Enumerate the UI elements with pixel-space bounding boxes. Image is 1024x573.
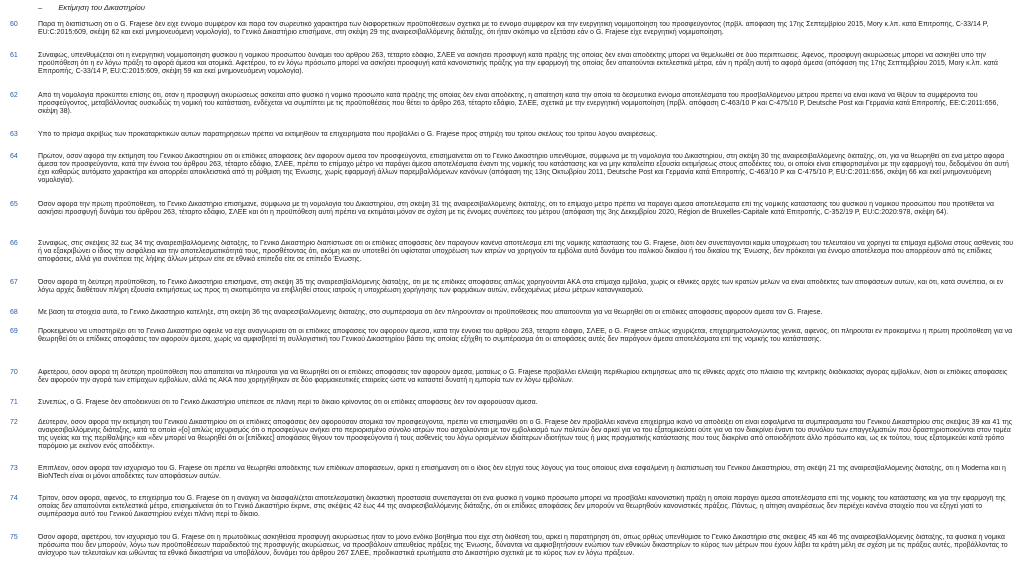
paragraph-text: Παρά τη διαπίστωση ότι ο G. Frajese δεν είχε έννομο συμφέρον και παρά τον σωρευτικό χαρακτήρα των διαφορετικών προϋποθέσεων σχετικά με το έννομο συμφέρον και την ενεργητική νομιμοποίηση του προσφεύγοντος (πρβλ. απόφαση της 17ης Σεπτεμβρίου 2015, Mory κ.λπ. κατά Επιτροπής, C-33/14 P, EU:C:2015:609, σκέψη 62 και εκεί μνημονευόμενη νομολογία), το Γενικό Δικαστήριο επισήμανε, στη σκέψη 29 της αναιρεσιβαλλόμενης διάταξης, ότι ήταν σκόπιμο να εξετάσει εάν ο G. Frajese είχε ενεργητική νομιμοποίηση. xyxy=(38,21,989,36)
section-heading xyxy=(38,3,145,12)
paragraph-text: Πρώτον, όσον αφορά την εκτίμηση του Γενικού Δικαστηρίου ότι οι επίδικες αποφάσεις δεν αφορούν άμεσα τον προσφεύγοντα, επισημαίνεται ότι το Γενικό Δικαστήριο υπενθύμισε, σύμφωνα με τη νομολογία του Δικαστηρίου, στη σκέψη 30 της αναιρεσιβαλλόμενης διάταξης, ότι, για να θεωρηθεί ότι ένα μέτρο αφορά άμεσα τον προσφεύγοντα, κατά την έννοια του άρθρου 263, τέταρτο εδάφιο, ΣΛΕΕ, πρέπει το επίμαχο μέτρο να παράγει άμεσα αποτελέσματα έναντι της νομικής του κατάστασης και να μην καταλείπει εξουσία εκτιμήσεως στους αποδέκτες του, οι οποίοι είναι επιφορτισμένοι με την εφαρμογή του, δεδομένου ότι αυτή έχει καθαρώς αυτόματο χαρακτήρα και απορρέει αποκλειστικά από τη ρύθμιση της Ένωσης, χωρίς εφαρμογή άλλων παρεμβαλλόμενων κανόνων (απόφαση της 13ης Οκτωβρίου 2011, Deutsche Post και Γερμανία κατά Επιτροπής, C-463/10 P και C-475/10 P, EU:C:2011:656, σκέψη 66 και εκεί μνημονευόμενη νομολογία). xyxy=(38,153,1009,184)
paragraph-text: Συνεπώς, ο G. Frajese δεν αποδεικνύει ότι το Γενικό Δικαστήριο υπέπεσε σε πλάνη περί το δίκαιο κρίνοντας ότι οι επίδικες αποφάσεις δεν τον αφορούσαν άμεσα. xyxy=(38,399,538,406)
paragraph-number: 71 xyxy=(10,399,18,406)
paragraph-number: 60 xyxy=(10,21,18,28)
paragraph-number: 68 xyxy=(10,309,18,316)
paragraph-text: Υπό το πρίσμα ακριβώς των προκαταρκτικών αυτών παρατηρήσεων πρέπει να εκτιμηθούν τα επιχειρήματα που προβάλλει ο G. Frajese προς στήριξη του τρίτου σκέλους του τρίτου λόγου αναιρέσεως. xyxy=(38,131,658,138)
paragraph-number: 62 xyxy=(10,92,18,99)
paragraph-text: Συναφώς, υπενθυμίζεται ότι η ενεργητική νομιμοποίηση φυσικού ή νομικού προσώπου δυνάμει του άρθρου 263, τέταρτο εδάφιο, ΣΛΕΕ να ασκήσει προσφυγή κατά πράξης της οποίας δεν είναι αποδέκτης μπορεί να θεμελιωθεί σε δύο περιπτώσεις. Αφενός, προσφυγή ακυρώσεως μπορεί να ασκηθεί υπό την προϋπόθεση ότι η εν λόγω πράξη το αφορά άμεσα και ατομικά. Αφετέρου, το εν λόγω πρόσωπο μπορεί να ασκήσει προσφυγή κατά κανονιστικής πράξης για την εφαρμογή της οποίας δεν απαιτούνται εκτελεστικά μέτρα, εάν η πράξη αυτή το αφορά άμεσα (απόφαση της 17ης Σεπτεμβρίου 2015, Mory κ.λπ. κατά Επιτροπής, C-33/14 P, EU:C:2015:609, σκέψη 59 και εκεί μνημονευόμενη νομολογία). xyxy=(38,52,998,75)
paragraph-text: Τρίτον, όσον αφορά, αφενός, το επιχείρημα του G. Frajese ότι η ανάγκη να διασφαλίζεται αποτελεσματική δικαστική προστασία συνεπάγεται ότι ένα φυσικό ή νομικό πρόσωπο μπορεί να προσβάλει κανονιστική πράξη η οποία παράγει άμεσα αποτελέσματα επί της νομικής του κατάστασης και για την εφαρμογή της οποίας δεν απαιτούνται εκτελεστικά μέτρα, επισημαίνεται ότι το Γενικό Δικαστήριο έκρινε, στις σκέψεις 42 έως 44 της αναιρεσιβαλλόμενης διάταξης, ότι οι επίδικες αποφάσεις δεν μπορούν να θεωρηθούν κανονιστικές πράξεις. Πάντως, η αίτηση αναιρέσεως δεν περιέχει κανένα στοιχείο που να εξηγεί γιατί το συμπέρασμα αυτό του Γενικού Δικαστηρίου ενέχει πλάνη περί το δίκαιο. xyxy=(38,495,1006,518)
paragraph-number: 63 xyxy=(10,131,18,138)
paragraph-text: Με βάση τα στοιχεία αυτά, το Γενικό Δικαστήριο κατέληξε, στη σκέψη 36 της αναιρεσιβαλλόμενης διάταξης, στο συμπέρασμα ότι δεν πληρούνταν οι προϋποθέσεις που απαιτούνται για να θεωρηθεί ότι οι επίδικες αποφάσεις αφορούν άμεσα τον G. Frajese. xyxy=(38,309,823,316)
paragraph-number: 69 xyxy=(10,328,18,335)
paragraph-number: 61 xyxy=(10,52,18,59)
paragraph-text: Αφετέρου, όσον αφορά τη δεύτερη προϋπόθεση που απαιτείται να πληρούται για να θεωρηθεί ότι οι επίδικες αποφάσεις τον αφορούν άμεσα, ματαίως ο G. Frajese προβάλλει έλλειψη περιθωρίου εκτιμήσεως από τις εθνικές αρχές στο πλαίσιο της κεντρικής διαδικασίας αγοράς εμβολίων, διότι οι επίδικες αποφάσεις δεν αφορούν την αγορά των επίμαχων εμβολίων, αλλά τις ΑΚΑ που χορηγήθηκαν σε δύο φαρμακευτικές εταιρείες ώστε να καταστεί δυνατή η εμπορία των εν λόγω εμβολίων. xyxy=(38,369,1008,384)
paragraph-number: 65 xyxy=(10,201,18,208)
paragraph-text: Από τη νομολογία προκύπτει επίσης ότι, όταν η προσφυγή ακυρώσεως ασκείται από φυσικό ή νομικό πρόσωπο κατά πράξης της οποίας δεν είναι αποδέκτης, η απαίτηση κατά την οποία τα δεσμευτικά έννομα αποτελέσματα του προσβαλλόμενου μέτρου πρέπει να είναι ικανά να θίξουν τα συμφέροντα του προσφεύγοντος, μεταβάλλοντας ουσιωδώς τη νομική του κατάσταση, ενδέχεται να συμπίπτει με τις προϋποθέσεις που θέτει το άρθρο 263, τέταρτο εδάφιο, ΣΛΕΕ, σχετικά με την ενεργητική νομιμοποίηση (πρβλ. απόφαση C-463/10 P και C-475/10 P, Deutsche Post και Γερμανία κατά Επιτροπής, EE:C:2011:656, σκέψη 38). xyxy=(38,92,999,115)
paragraph-number: 66 xyxy=(10,240,18,247)
paragraph-text: Δεύτερον, όσον αφορά την εκτίμηση του Γενικού Δικαστηρίου ότι οι επίδικες αποφάσεις δεν αφορούσαν ατομικά τον προσφεύγοντα, πρέπει να επισημανθεί ότι ο G. Frajese δεν προβάλλει κανένα επιχείρημα ικανό να αποδείξει ότι είναι εσφαλμένα τα συμπεράσματα του Γενικού Δικαστηρίου στις σκέψεις 39 και 41 της αναιρεσιβαλλόμενης διάταξης, κατά τα οποία «[ο] απλώς ισχυρισμός ότι ο προσφεύγων ανήκει στο περιορισμένο σύνολο ιατρών που ασχολούνται με τον εμβολιασμό των πολιτών δεν αρκεί για να του εξατομικεύσει ούτε για να τον διακρίνει έναντι του συνόλου των επαγγελματιών που δραστηριοποιούνται στον τομέα της υγείας και της περίθαλψης» και «δεν μπορεί να θεωρηθεί ότι οι [επίδικες] αποφάσεις θίγουν τον προσφεύγοντα ή τους ασθενείς του λόγω ορισμένων ιδιαίτερων ιδιοτήτων τους ή μιας πραγματικής κατάστασης που τους διακρίνει από οποιοδήποτε άλλο πρόσωπο και, ως εκ τούτου, τους εξατομικεύει κατά τρόπο παρόμοιο με εκείνον ενός αποδέκτη». xyxy=(38,419,1013,450)
paragraph-number: 70 xyxy=(10,369,18,376)
paragraph-text: Όσον αφορά την πρώτη προϋπόθεση, το Γενικό Δικαστήριο επισήμανε, σύμφωνα με τη νομολογία του Δικαστηρίου, στη σκέψη 31 της αναιρεσιβαλλόμενης διάταξης, ότι το επίμαχο μέτρο πρέπει να παράγει άμεσα αποτελέσματα επί της νομικής κατάστασης του φυσικού ή νομικού προσώπου που προτίθεται να ασκήσει προσφυγή δυνάμει του άρθρου 263, τέταρτο εδάφιο, ΣΛΕΕ και ότι η προϋπόθεση αυτή πρέπει να εκτιμάται μόνον σε σχέση με τις έννομες συνέπειες του μέτρου (απόφαση της 3ης Δεκεμβρίου 2020, Région de Bruxelles-Capitale κατά Επιτροπής, C-352/19 P, EU:C:2020:978, σκέψη 64). xyxy=(38,201,994,216)
heading-text: Εκτίμηση του Δικαστηρίου xyxy=(58,3,145,12)
paragraph-number: 75 xyxy=(10,534,18,541)
paragraph-number: 64 xyxy=(10,153,18,160)
paragraph-text: Συναφώς, στις σκέψεις 32 έως 34 της αναιρεσιβαλλόμενης διάταξης, το Γενικό Δικαστήριο διαπίστωσε ότι οι επίδικες αποφάσεις δεν παράγουν κανένα αποτέλεσμα επί της νομικής κατάστασης του G. Frajese, διότι δεν συνεπάγονται καμία υποχρέωση του τελευταίου να χορηγεί τα επίμαχα εμβόλια στους ασθενείς του ή να εξακριβώνει ο ίδιος την ασφάλεια και την αποτελεσματικότητά τους, προσθέτοντας ότι, ακόμη και αν υποτεθεί ότι υφίσταται υποχρέωση των ιατρών να χορηγούν τα εμβόλια αυτά δυνάμει του ιταλικού δικαίου ή του δικαίου της Ένωσης, δεν πρόκειται για έννομο αποτέλεσμα που απορρέουν από τις επίδικες αποφάσεις, αλλά για συνέπεια της λήψης άλλων μέτρων είτε σε εθνικό επίπεδο είτε σε επίπεδο Ένωσης. xyxy=(38,240,1014,263)
paragraph-number: 73 xyxy=(10,465,18,472)
paragraph-text: Προκειμένου να υποστηρίξει ότι το Γενικό Δικαστήριο όφειλε να είχε αναγνωρίσει ότι οι επίδικες αποφάσεις τον αφορούν άμεσα, κατά την έννοια του άρθρου 263, τέταρτο εδάφιο, ΣΛΕΕ, ο G. Frajese απλώς ισχυρίζεται, επιχειρηματολογώντας γενικά, αφενός, ότι πληρούται εν προκειμένω η πρώτη προϋπόθεση για να θεωρηθεί ότι οι επίδικες αποφάσεις τον αφορούν άμεσα, χωρίς να αμφισβητεί τη συλλογιστική του Γενικού Δικαστηρίου βάσει της οποίας εξήχθη το συμπέρασμα ότι οι αποφάσεις αυτές δεν παράγουν άμεσα αποτελέσματα επί της νομικής του κατάστασης. xyxy=(38,328,1013,343)
paragraph-text: Επιπλέον, όσον αφορά τον ισχυρισμό του G. Frajese ότι πρέπει να θεωρηθεί αποδέκτης των επίδικων αποφάσεων, αρκεί η επισήμανση ότι ο ίδιος δεν εξηγεί τους λόγους για τους οποίους είναι εσφαλμένη η διαπίστωση του Γενικού Δικαστηρίου, στη σκέψη 21 της αναιρεσιβαλλόμενης διάταξης, ότι η Moderna και η BioNTech είναι οι μόνοι αποδέκτες των αποφάσεων αυτών. xyxy=(38,465,1006,480)
paragraph-text: Όσον αφορά, αφετέρου, τον ισχυρισμό του G. Frajese ότι η πρωτοδίκως ασκηθείσα προσφυγή ακυρώσεως ήταν το μόνο ένδικο βοήθημα που είχε στη διάθεσή του, αρκεί η παρατήρηση ότι, όπως ορθώς υπενθύμισε το Γενικό Δικαστήριο στις σκέψεις 45 και 46 της αναιρεσιβαλλόμενης διάταξης, τα φυσικά ή νομικά πρόσωπα που δεν μπορούν, λόγω των προϋποθέσεων παραδεκτού της προσφυγής ακυρώσεως, να προσβάλουν απευθείας πράξεις της Ένωσης, δύνανται να αμφισβητήσουν ενώπιον των εθνικών δικαστηρίων το κύρος των μέτρων που έχουν λάβει τα κράτη μέλη σε σχέση με τις πράξεις αυτές, προβάλλοντας το ανίσχυρο των τελευταίων και ωθώντας τα εθνικά δικαστήρια να υποβάλουν, δυνάμει του άρθρου 267 ΣΛΕΕ, προδικαστικά ερωτήματα στο Δικαστήριο σχετικά με το κύρος των εν λόγω πράξεων. xyxy=(38,534,1008,557)
heading-dash: – xyxy=(38,3,43,12)
paragraph-number: 72 xyxy=(10,419,18,426)
paragraph-number: 67 xyxy=(10,279,18,286)
paragraph-number: 74 xyxy=(10,495,18,502)
paragraph-text: Όσον αφορά τη δεύτερη προϋπόθεση, το Γενικό Δικαστήριο επισήμανε, στη σκέψη 35 της αναιρεσιβαλλόμενης διάταξης, ότι με τις επίδικες αποφάσεις απλώς χορηγούνται ΑΚΑ στα επίμαχα εμβόλια, χωρίς οι εθνικές αρχές των κρατών μελών να είναι αποδέκτες των αποφάσεων αυτών, και ότι, κατά συνέπεια, οι εν λόγω αρχές διαθέτουν πλήρη εξουσία εκτιμήσεως ως προς τη σκοπιμότητα να επιβληθεί στους ιατρούς η υποχρέωση χορήγησης των φαρμάκων αυτών, ενδεχομένως μέσω μέτρων κατανγκασμού. xyxy=(38,279,1004,294)
